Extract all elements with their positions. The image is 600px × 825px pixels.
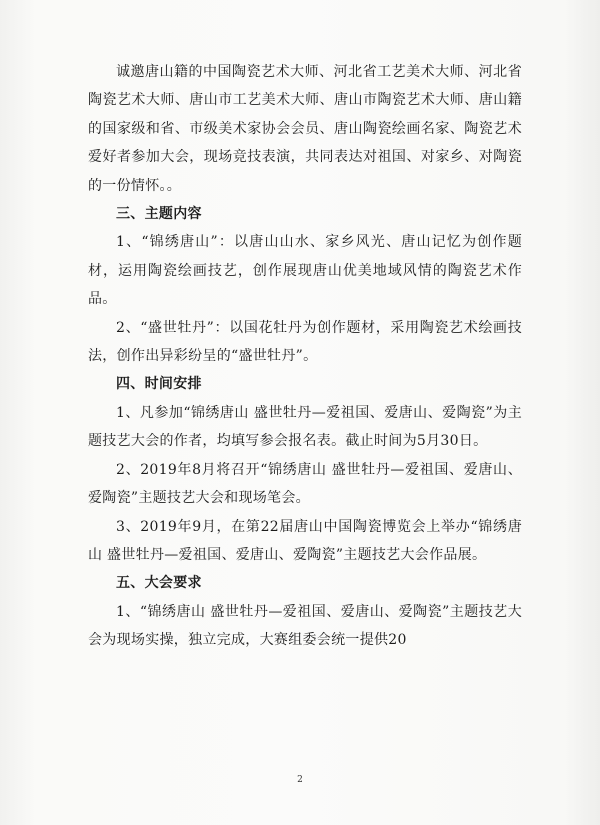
section-heading-schedule: 四、时间安排 — [116, 376, 202, 393]
theme-item-2: 2、“盛世牡丹”：以国花牡丹为创作题材，采用陶瓷艺术绘画技法，创作出异彩纷呈的“盛世牡丹”。 — [88, 319, 522, 365]
schedule-item-3: 3、2019年9月，在第22届唐山中国陶瓷博览会上举办“锦绣唐山 盛世牡丹—爱祖国、爱唐山、爱陶瓷”主题技艺大会作品展。 — [88, 518, 522, 563]
page-number: 2 — [297, 775, 303, 785]
theme-item-1: 1、“锦绣唐山”：以唐山山水、家乡风光、唐山记忆为创作题材，运用陶瓷绘画技艺，创作展现唐山优美地域风情的陶瓷艺术作品。 — [88, 234, 522, 308]
requirements-item-1: 1、“锦绣唐山 盛世牡丹—爱祖国、爱唐山、爱陶瓷”主题技艺大会为现场实操，独立完成，大赛组委会统一提供20 — [88, 603, 522, 649]
section-heading-requirements: 五、大会要求 — [116, 575, 202, 592]
document-body — [88, 58, 522, 655]
schedule-item-2: 2、2019年8月将召开“锦绣唐山 盛世牡丹—爱祖国、爱唐山、爱陶瓷”主题技艺大会和现场笔会。 — [88, 461, 522, 507]
schedule-item-1: 1、凡参加“锦绣唐山 盛世牡丹—爱祖国、爱唐山、爱陶瓷”为主题技艺大会的作者，均填写参会报名表。截止时间为5月30日。 — [88, 404, 522, 450]
section-heading-theme: 三、主题内容 — [116, 206, 202, 223]
invitation-paragraph: 诚邀唐山籍的中国陶瓷艺术大师、河北省工艺美术大师、河北省陶瓷艺术大师、唐山市工艺美术大师、唐山市陶瓷艺术大师、唐山籍的国家级和省、市级美术家协会会员、唐山陶瓷绘画名家、陶瓷艺术爱好者参加大会，现场竞技表演，共同表达对祖国、对家乡、对陶瓷的一份情怀。。 — [88, 64, 522, 194]
